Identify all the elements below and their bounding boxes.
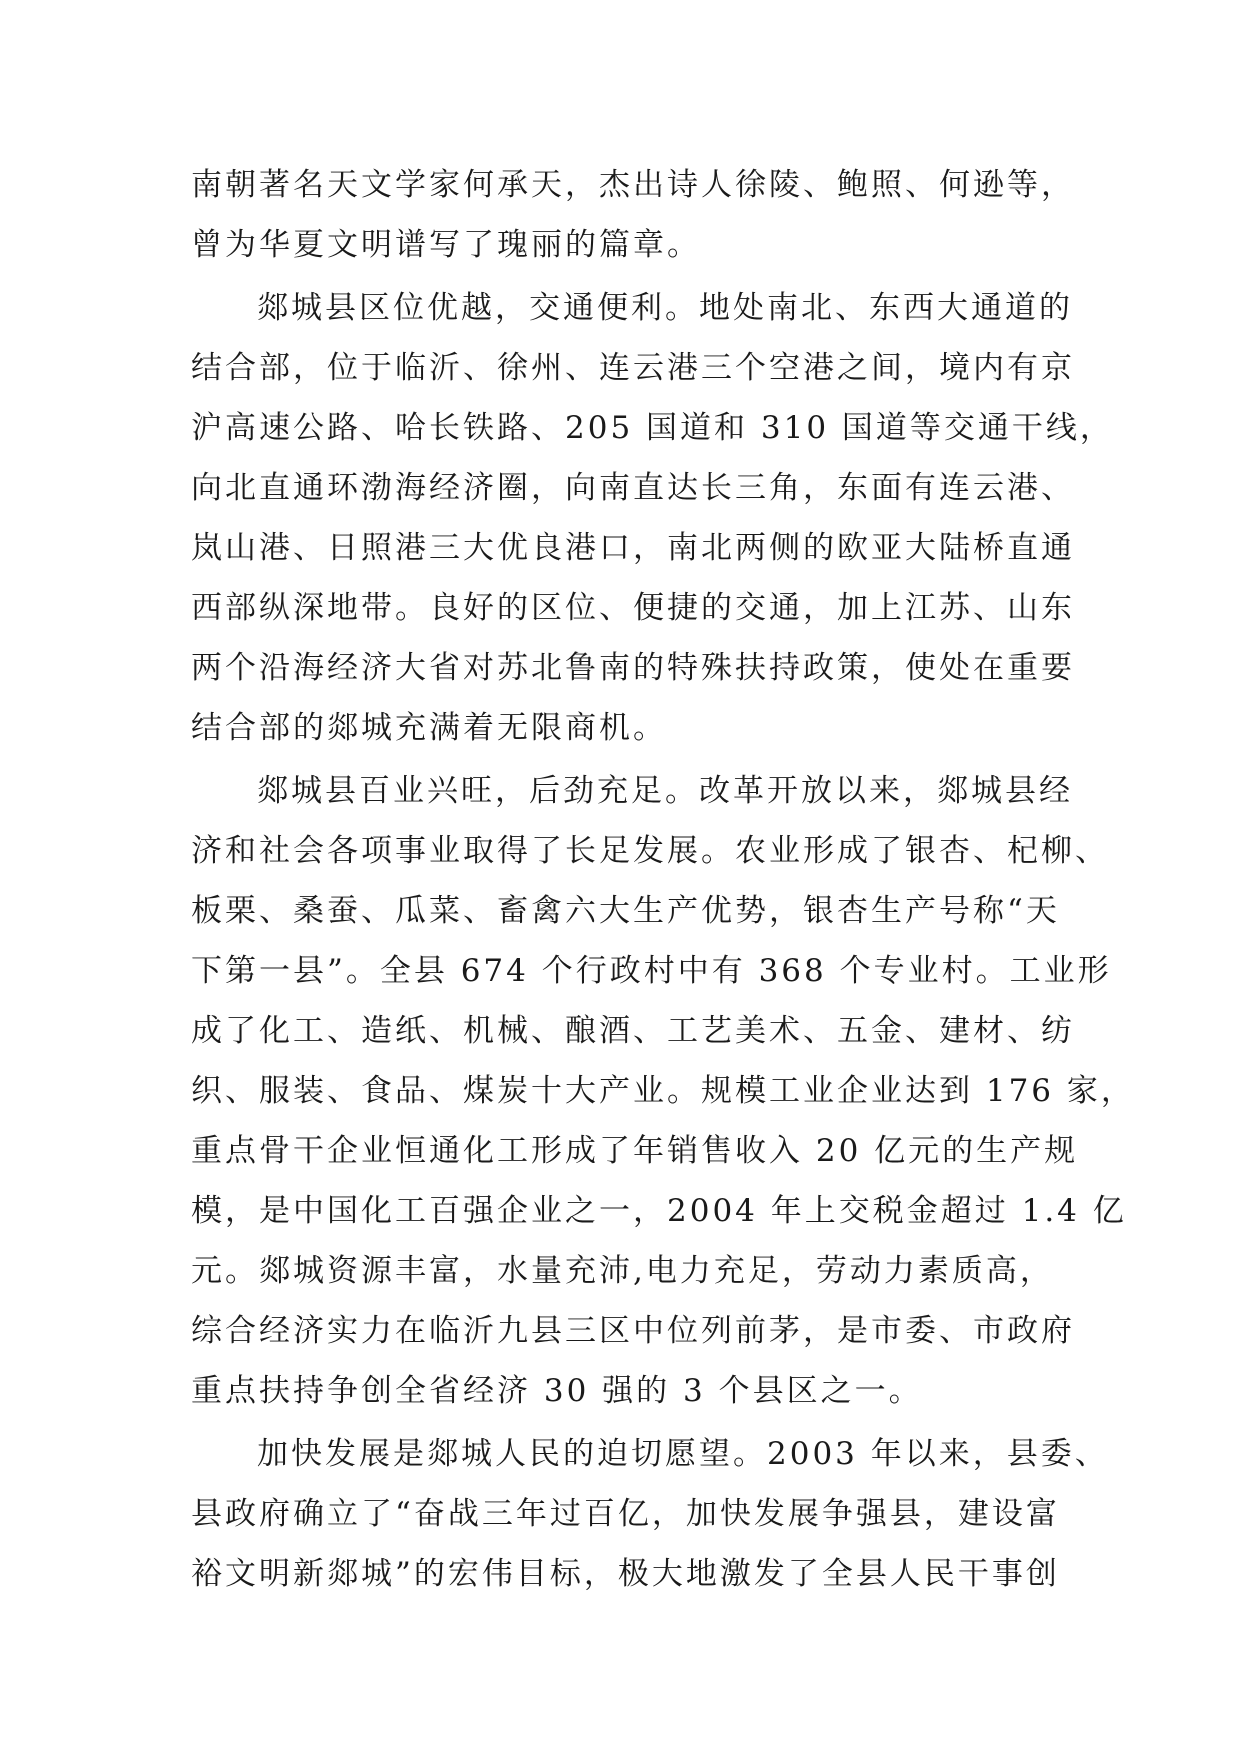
text-line: 结合部的郯城充满着无限商机。 [191,710,667,746]
text-line: 郯城县百业兴旺，后劲充足。改革开放以来，郯城县经 [257,773,1073,809]
text-line: 元。郯城资源丰富，水量充沛,电力充足，劳动力素质高， [191,1253,1054,1289]
text-line: 织、服装、食品、煤炭十大产业。规模工业企业达到 176 家， [191,1073,1135,1109]
text-line: 岚山港、日照港三大优良港口，南北两侧的欧亚大陆桥直通 [191,530,1075,566]
text-line: 重点骨干企业恒通化工形成了年销售收入 20 亿元的生产规 [191,1133,1079,1169]
paragraph-3 [191,761,1135,1421]
text-line: 综合经济实力在临沂九县三区中位列前茅，是市委、市政府 [191,1313,1075,1349]
text-line: 结合部，位于临沂、徐州、连云港三个空港之间，境内有京 [191,350,1075,386]
text-line: 沪高速公路、哈长铁路、205 国道和 310 国道等交通干线， [191,410,1114,446]
body-text [191,155,1135,1604]
paragraph-2 [191,278,1114,758]
text-line: 西部纵深地带。良好的区位、便捷的交通，加上江苏、山东 [191,590,1075,626]
text-line: 曾为华夏文明谱写了瑰丽的篇章。 [191,227,701,263]
text-line: 县政府确立了“奋战三年过百亿，加快发展争强县，建设富 [191,1496,1060,1532]
text-line: 裕文明新郯城”的宏伟目标，极大地激发了全县人民干事创 [191,1556,1060,1592]
paragraph-1 [191,155,1075,275]
text-line: 两个沿海经济大省对苏北鲁南的特殊扶持政策，使处在重要 [191,650,1075,686]
text-line: 加快发展是郯城人民的迫切愿望。2003 年以来，县委、 [257,1436,1109,1472]
text-line: 郯城县区位优越，交通便利。地处南北、东西大通道的 [257,290,1073,326]
text-line: 下第一县”。全县 674 个行政村中有 368 个专业村。工业形 [191,953,1112,989]
text-line: 模，是中国化工百强企业之一，2004 年上交税金超过 1.4 亿 [191,1193,1127,1229]
paragraph-4 [191,1424,1109,1604]
text-line: 南朝著名天文学家何承天，杰出诗人徐陵、鲍照、何逊等， [191,167,1075,203]
text-line: 成了化工、造纸、机械、酿酒、工艺美术、五金、建材、纺 [191,1013,1075,1049]
text-line: 重点扶持争创全省经济 30 强的 3 个县区之一。 [191,1373,923,1409]
text-line: 向北直通环渤海经济圈，向南直达长三角，东面有连云港、 [191,470,1075,506]
text-line: 板栗、桑蚕、瓜菜、畜禽六大生产优势，银杏生产号称“天 [191,893,1060,929]
text-line: 济和社会各项事业取得了长足发展。农业形成了银杏、杞柳、 [191,833,1109,869]
